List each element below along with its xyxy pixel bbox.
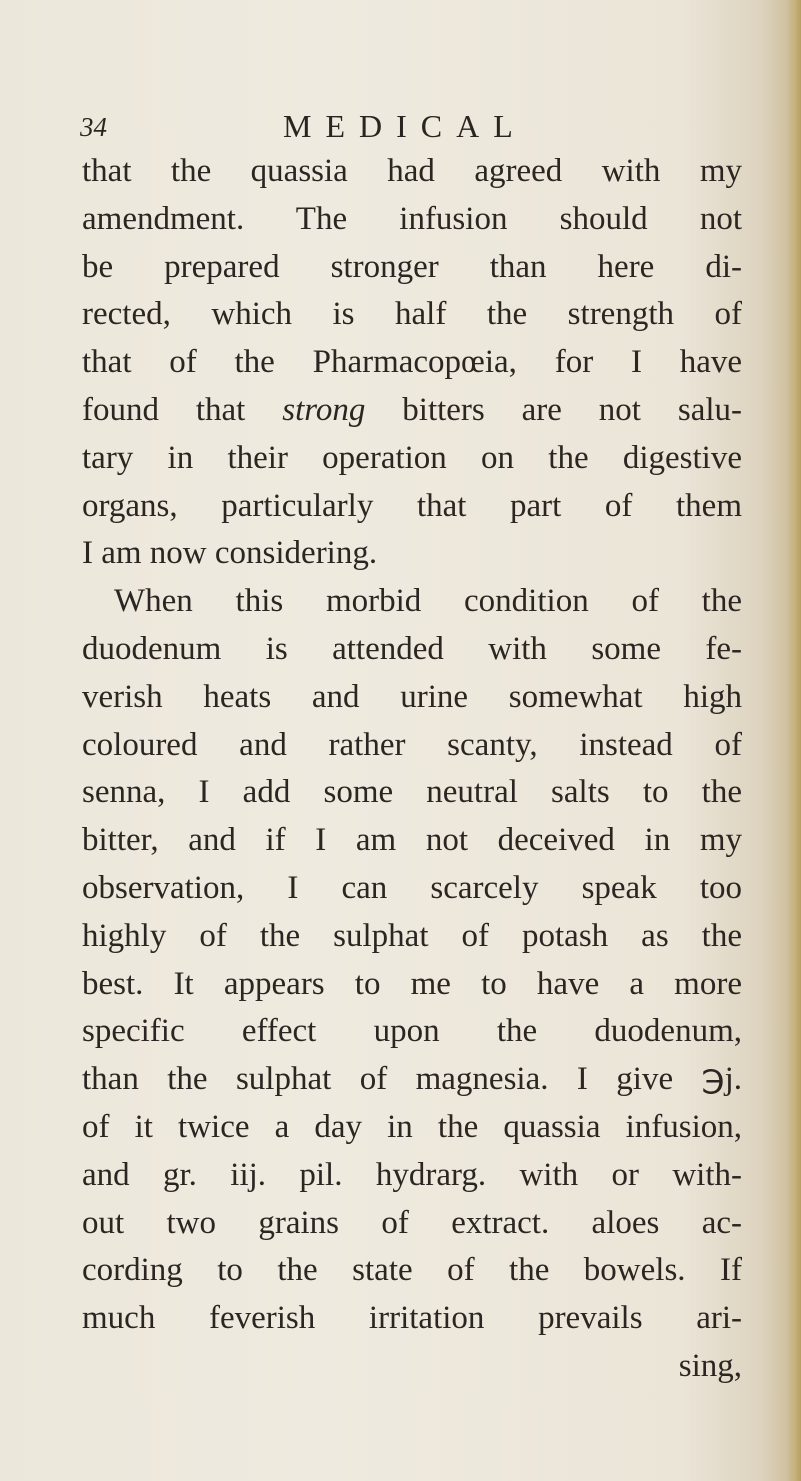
- text-line: that the quassia had agreed with my: [82, 153, 742, 189]
- text-line: than the sulphat of magnesia. I give ℈j.: [82, 1061, 742, 1098]
- text-segment: found that: [82, 391, 246, 428]
- text-line: duodenum is attended with some fe-: [82, 630, 742, 667]
- text-line: tary in their operation on the digestive: [82, 439, 742, 476]
- text-line: amendment. The infusion should not: [82, 200, 742, 237]
- italic-word: strong: [282, 391, 366, 428]
- text-line: out two grains of extract. aloes ac-: [82, 1204, 742, 1241]
- text-line: observation, I can scarcely speak too: [82, 869, 742, 906]
- body-text: [82, 148, 742, 1391]
- text-line: that of the Pharmacopœia, for I have: [82, 344, 742, 381]
- text-line: I am now considering.: [82, 535, 378, 572]
- catchword: sing,: [678, 1347, 742, 1384]
- text-line: highly of the sulphat of potash as the: [82, 917, 742, 954]
- page-edge-shadow: [787, 0, 801, 1481]
- text-line: much feverish irritation prevails ari-: [82, 1300, 742, 1337]
- text-line: When this morbid condition of the: [114, 583, 742, 620]
- running-title: MEDICAL: [283, 108, 527, 144]
- text-line: coloured and rather scanty, instead of: [82, 726, 742, 763]
- text-line: senna, I add some neutral salts to the: [82, 774, 742, 811]
- text-line: cording to the state of the bowels. If: [82, 1252, 742, 1289]
- text-line: [82, 387, 742, 435]
- text-line: be prepared stronger than here di-: [82, 248, 742, 285]
- running-head: [0, 108, 801, 152]
- page-number: 34: [80, 112, 107, 142]
- text-line: specific effect upon the duodenum,: [82, 1013, 742, 1050]
- text-line: and gr. iij. pil. hydrarg. with or with-: [82, 1156, 742, 1193]
- text-line: bitter, and if I am not deceived in my: [82, 822, 742, 859]
- text-line: best. It appears to me to have a more: [82, 965, 742, 1002]
- text-segment: bitters are not salu-: [402, 391, 743, 428]
- text-line: rected, which is half the strength of: [82, 296, 742, 333]
- text-line: of it twice a day in the quassia infusion,: [82, 1108, 742, 1145]
- text-line: organs, particularly that part of them: [82, 487, 742, 524]
- text-line: verish heats and urine somewhat high: [82, 678, 742, 715]
